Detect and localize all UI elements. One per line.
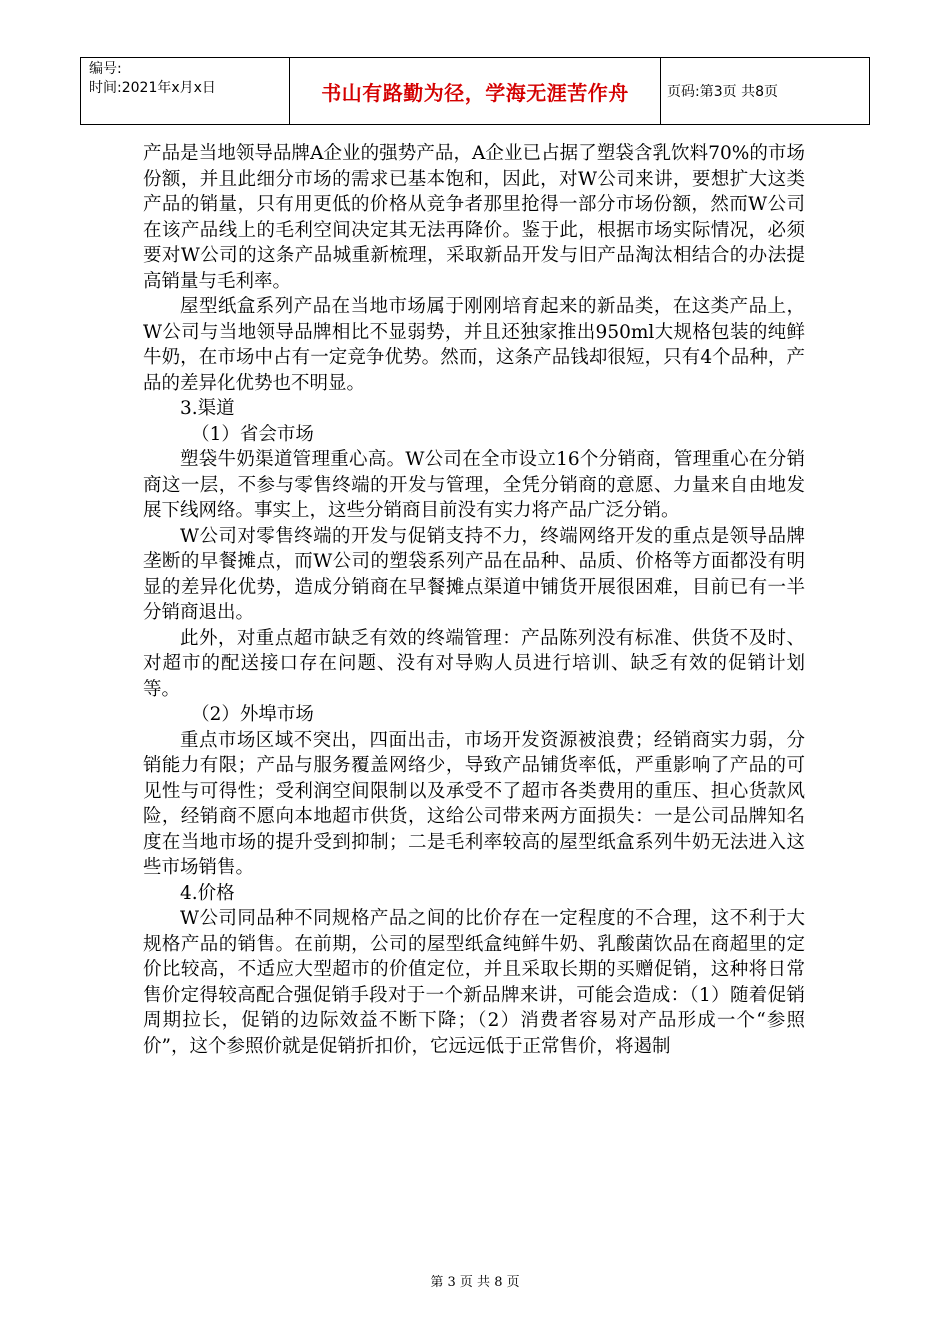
page-footer: 第 3 页 共 8 页 xyxy=(430,1275,520,1290)
document-number-label: 编号: xyxy=(89,61,122,77)
paragraph: 塑袋牛奶渠道管理重心高。W公司在全市设立16个分销商，管理重心在分销商这一层，不参与零售终端的开发与管理，全凭分销商的意愿、力量来自由地发展下线网络。事实上，这些分销商目前没有实力将产品广泛分销。 xyxy=(143,449,805,521)
section-heading-price: 4.价格 xyxy=(180,882,235,904)
header-motto: 书山有路勤为径，学海无涯苦作舟 xyxy=(290,58,661,125)
subsection-heading-provincial-market: （1）省会市场 xyxy=(191,423,314,445)
section-heading-channel: 3.渠道 xyxy=(180,398,235,419)
paragraph: 此外，对重点超市缺乏有效的终端管理：产品陈列没有标准、供货不及时、对超市的配送接口存在问题、没有对导购人员进行培训、缺乏有效的促销计划等。 xyxy=(143,627,805,700)
paragraph: W公司同品种不同规格产品之间的比价存在一定程度的不合理，这不利于大规格产品的销售。在前期，公司的屋型纸盒纯鲜牛奶、乳酸菌饮品在商超里的定价比较高，不适应大型超市的价值定位，并且采取长期的买赠促销，这种将日常售价定得较高配合强促销手段对于一个新品牌来讲，可能会造成：（1）随着促销周期拉长，促销的边际效益不断下降；（2）消费者容易对产品形成一个“参照价”，这个参照价就是促销折扣价，它远远低于正常售价，将遏制 xyxy=(143,908,805,1057)
document-body xyxy=(143,141,805,1059)
page-header xyxy=(80,57,870,125)
header-meta xyxy=(81,58,290,125)
paragraph: 屋型纸盒系列产品在当地市场属于刚刚培育起来的新品类，在这类产品上，W公司与当地领导品牌相比不显弱势，并且还独家推出950ml大规格包装的纯鲜牛奶，在市场中占有一定竞争优势。然而，这条产品钱却很短，只有4个品种，产品的差异化优势也不明显。 xyxy=(143,296,805,394)
paragraph: 重点市场区域不突出，四面出击，市场开发资源被浪费；经销商实力弱，分销能力有限；产品与服务覆盖网络少，导致产品铺货率低，严重影响了产品的可见性与可得性；受利润空间限制以及承受不了超市各类费用的重压、担心货款风险，经销商不愿向本地超市供货，这给公司带来两方面损失：一是公司品牌知名度在当地市场的提升受到抑制；二是毛利率较高的屋型纸盒系列牛奶无法进入这些市场销售。 xyxy=(143,729,805,878)
paragraph: W公司对零售终端的开发与促销支持不力，终端网络开发的重点是领导品牌垄断的早餐摊点，而W公司的塑袋系列产品在品种、品质、价格等方面都没有明显的差异化优势，造成分销商在早餐摊点渠道中铺货开展很困难，目前已有一半分销商退出。 xyxy=(143,525,805,623)
subsection-heading-external-market: （2）外埠市场 xyxy=(191,704,314,725)
document-date-label: 时间:2021年x月x日 xyxy=(89,80,216,96)
paragraph: 产品是当地领导品牌A企业的强势产品，A企业已占据了塑袋含乳饮料70%的市场份额，并且此细分市场的需求已基本饱和，因此，对W公司来讲，要想扩大这类产品的销量，只有用更低的价格从竞争者那里抢得一部分市场份额，然而W公司在该产品线上的毛利空间决定其无法再降价。鉴于此，根据市场实际情况，必须要对W公司的这条产品城重新梳理，采取新品开发与旧产品淘汰相结合的办法提高销量与毛利率。 xyxy=(143,143,805,292)
header-page-info: 页码:第3页 共8页 xyxy=(661,58,870,125)
